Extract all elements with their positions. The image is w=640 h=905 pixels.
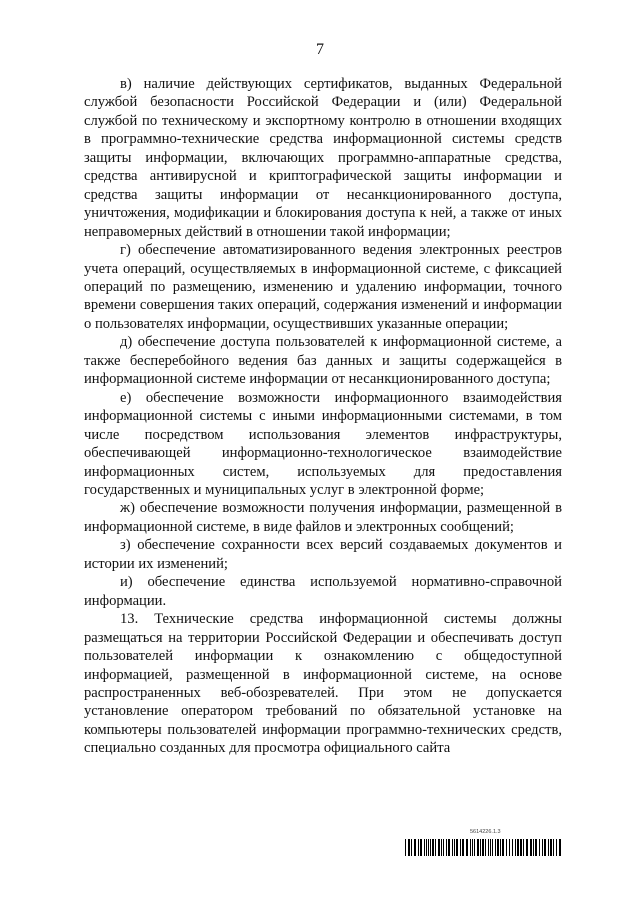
paragraph-v: в) наличие действующих сертификатов, выданных Федеральной службой безопасности Российской Федерации и (или) Федеральной службой по техническому и экспортному контролю в отношении входящих в программно-технические средства информационной системы средств защиты информации, включающих программно-аппаратные средства, средства антивирусной и криптографической защиты информации и средства защиты информации от несанкционированного доступа, уничтожения, модификации и блокирования доступа к ней, а также от иных неправомерных действий в отношении такой информации; bbox=[84, 76, 562, 240]
paragraph-zh: ж) обеспечение возможности получения информации, размещенной в информационной системе, в виде файлов и электронных сообщений; bbox=[84, 500, 562, 535]
paragraph-d: д) обеспечение доступа пользователей к информационной системе, а также бесперебойного ведения баз данных и защиты содержащейся в информационной системе информации от несанкционированного доступа; bbox=[84, 334, 562, 388]
paragraph-z: з) обеспечение сохранности всех версий создаваемых документов и истории их изменений; bbox=[84, 537, 562, 572]
document-body bbox=[84, 75, 562, 758]
barcode-image bbox=[405, 839, 562, 856]
paragraph-e: е) обеспечение возможности информационного взаимодействия информационной системы с иными информационными системами, в том числе посредством использования элементов инфраструктуры, обеспечивающей информационно-технологическое взаимодействие информационных систем, используемых для предоставления государственных и муниципальных услуг в электронной форме; bbox=[84, 389, 562, 498]
page-number: 7 bbox=[316, 41, 324, 58]
paragraph-i: и) обеспечение единства используемой нормативно-справочной информации. bbox=[84, 574, 562, 609]
paragraph-13: 13. Технические средства информационной системы должны размещаться на территории Российской Федерации и обеспечивать доступ пользователей информации к ознакомлению с общедоступной информацией, размещенной в информационной системе, на основе распространенных веб-обозревателей. При этом не допускается установление оператором требований по обязательной установке на компьютеры пользователей информации программно-технических средств, специально созданных для просмотра официального сайта bbox=[84, 611, 562, 757]
document-code: 5614226.1.3 bbox=[470, 829, 501, 835]
paragraph-g: г) обеспечение автоматизированного ведения электронных реестров учета операций, осуществляемых в информационной системе, с фиксацией операций по размещению, изменению и удалению информации, точного времени совершения таких операций, содержания изменений и информации о пользователях информации, осуществивших указанные операции; bbox=[84, 242, 562, 332]
